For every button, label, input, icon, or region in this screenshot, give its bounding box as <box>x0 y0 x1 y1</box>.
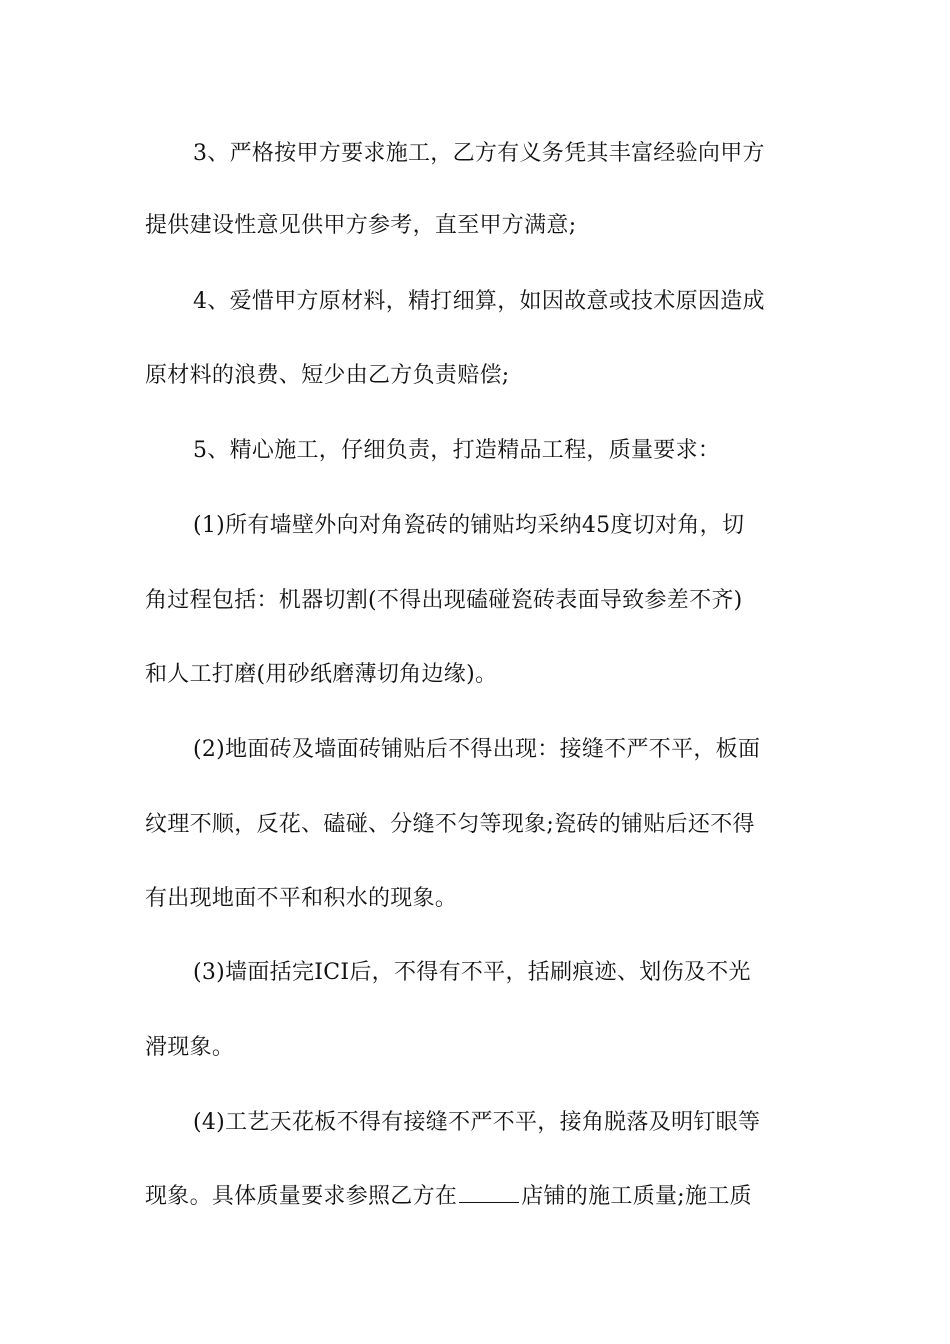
item-4-line-2-before-blank: 现象。具体质量要求参照乙方在 <box>145 1184 458 1209</box>
paragraph-4-line-2: 原材料的浪费、短少由乙方负责赔偿; <box>145 363 510 388</box>
item-4-line-1: (4)工艺天花板不得有接缝不严不平，接角脱落及明钉眼等 <box>193 1110 761 1135</box>
fill-in-blank <box>459 1182 519 1203</box>
item-3-line-2: 滑现象。 <box>145 1035 235 1060</box>
paragraph-4-line-1: 4、爱惜甲方原材料，精打细算，如因故意或技术原因造成 <box>193 289 765 314</box>
item-2-line-2: 纹理不顺，反花、磕碰、分缝不匀等现象;瓷砖的铺贴后还不得 <box>145 812 755 837</box>
item-2-line-3: 有出现地面不平和积水的现象。 <box>145 886 458 911</box>
paragraph-3-line-1: 3、严格按甲方要求施工，乙方有义务凭其丰富经验向甲方 <box>193 141 765 166</box>
item-1-line-1: (1)所有墙壁外向对角瓷砖的铺贴均采纳45度切对角，切 <box>193 513 745 538</box>
item-1-line-2: 角过程包括：机器切割(不得出现磕碰瓷砖表面导致参差不齐) <box>145 588 743 613</box>
item-1-line-3: 和人工打磨(用砂纸磨薄切角边缘)。 <box>145 662 498 687</box>
item-4-line-2-after-blank: 店铺的施工质量;施工质 <box>521 1184 752 1209</box>
paragraph-5-line-1: 5、精心施工，仔细负责，打造精品工程，质量要求： <box>193 438 721 463</box>
item-2-line-1: (2)地面砖及墙面砖铺贴后不得出现：接缝不严不平，板面 <box>193 737 761 762</box>
paragraph-3-line-2: 提供建设性意见供甲方参考，直至甲方满意; <box>145 213 577 238</box>
item-4-line-2 <box>145 1182 810 1212</box>
item-3-line-1: (3)墙面括完ICI后，不得有不平，括刷痕迹、划伤及不光 <box>193 960 751 985</box>
